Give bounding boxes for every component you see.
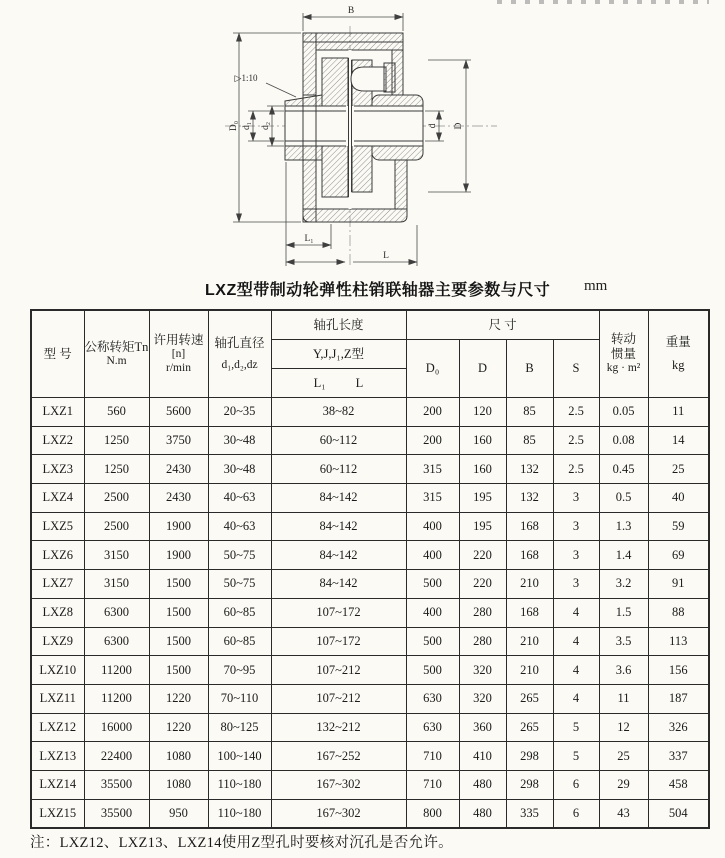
cell-weight: 25 [648,455,709,484]
table-container [30,309,710,829]
cell-speed: 1900 [149,512,208,541]
cell-torque: 3150 [84,570,149,599]
cell-torque: 6300 [84,627,149,656]
cell-torque: 22400 [84,742,149,771]
cell-bore-diameter: 80~125 [208,713,271,742]
brake-drum-top-band [303,33,403,42]
cell-speed: 1080 [149,742,208,771]
cell-speed: 1500 [149,570,208,599]
cell-weight: 91 [648,570,709,599]
brake-drum-left-wall-upper [303,33,316,95]
cell-D: 480 [459,799,506,828]
table-body [31,398,709,829]
cell-inertia: 1.5 [599,598,648,627]
cell-model: LXZ15 [31,799,84,828]
cell-D: 320 [459,684,506,713]
cell-model: LXZ2 [31,426,84,455]
dim-label-D: D [454,122,464,130]
cell-bore-length: 107~212 [271,684,406,713]
header-bore-length-group: 轴孔长度 [271,310,406,340]
cell-B: 132 [506,455,553,484]
cell-S: 2.5 [553,398,599,427]
header-length-types: Y,J,J₁,Z型 [271,340,406,369]
cell-model: LXZ11 [31,684,84,713]
cell-bore-diameter: 40~63 [208,484,271,513]
cell-D0: 500 [406,656,459,685]
cell-S: 4 [553,627,599,656]
cell-S: 3 [553,541,599,570]
cell-speed: 5600 [149,398,208,427]
cell-speed: 2430 [149,455,208,484]
table-header [31,310,709,398]
title-row [0,277,725,299]
cell-bore-diameter: 40~63 [208,512,271,541]
dimension-L [286,225,417,266]
cell-model: LXZ1 [31,398,84,427]
cell-inertia: 3.6 [599,656,648,685]
header-col-B: B [506,340,553,398]
cell-torque: 2500 [84,512,149,541]
cell-S: 6 [553,799,599,828]
pin-retainer [384,63,395,92]
cell-bore-diameter: 60~85 [208,627,271,656]
cell-model: LXZ7 [31,570,84,599]
cell-speed: 2430 [149,484,208,513]
cell-model: LXZ8 [31,598,84,627]
cell-speed: 3750 [149,426,208,455]
cell-model: LXZ13 [31,742,84,771]
header-L: L [355,375,364,390]
brake-drum-bottom-band [303,209,407,222]
cell-D: 360 [459,713,506,742]
header-col-D: D [459,340,506,398]
cell-torque: 16000 [84,713,149,742]
cell-bore-diameter: 110~180 [208,770,271,799]
cell-inertia: 0.05 [599,398,648,427]
taper-note: ▷1:10 [234,73,258,83]
cell-B: 335 [506,799,553,828]
cell-weight: 69 [648,541,709,570]
cell-weight: 187 [648,684,709,713]
table-row [31,684,709,713]
cell-bore-diameter: 30~48 [208,455,271,484]
cell-B: 85 [506,426,553,455]
cell-B: 168 [506,598,553,627]
cell-bore-length: 84~142 [271,541,406,570]
cell-D: 160 [459,426,506,455]
footnote: 注：LXZ12、LXZ13、LXZ14使用Z型孔时要核对沉孔是否允许。 [30,835,453,851]
dim-label-L1: L₁ [304,234,314,244]
table-row [31,512,709,541]
cell-bore-length: 84~142 [271,512,406,541]
cell-S: 4 [553,684,599,713]
brake-drum-right-lower-wall [395,160,407,209]
cell-D0: 710 [406,770,459,799]
header-L1: L₁ [313,375,326,390]
cell-bore-length: 167~252 [271,742,406,771]
cell-torque: 560 [84,398,149,427]
cell-D: 480 [459,770,506,799]
cell-inertia: 0.08 [599,426,648,455]
table-row [31,713,709,742]
cell-model: LXZ9 [31,627,84,656]
cell-D: 280 [459,627,506,656]
cell-bore-diameter: 20~35 [208,398,271,427]
cell-speed: 950 [149,799,208,828]
parameters-table [30,309,710,829]
cell-D: 220 [459,541,506,570]
cell-D: 195 [459,512,506,541]
cell-speed: 1220 [149,713,208,742]
cell-torque: 2500 [84,484,149,513]
coupling-technical-drawing [0,0,725,274]
cell-weight: 14 [648,426,709,455]
cell-speed: 1220 [149,684,208,713]
cell-inertia: 3.5 [599,627,648,656]
cell-bore-diameter: 50~75 [208,541,271,570]
cell-B: 85 [506,398,553,427]
header-inertia: 转动 惯量 kg · m² [599,310,648,398]
cell-speed: 1900 [149,541,208,570]
table-row [31,656,709,685]
page-title: LXZ型带制动轮弹性柱销联轴器主要参数与尺寸 [205,282,551,299]
cell-weight: 40 [648,484,709,513]
cell-weight: 88 [648,598,709,627]
cell-S: 3 [553,484,599,513]
table-row [31,426,709,455]
cell-weight: 156 [648,656,709,685]
table-row [31,541,709,570]
table-row [31,598,709,627]
dim-label-D0: D₀ [229,120,239,132]
cell-inertia: 1.4 [599,541,648,570]
table-row [31,799,709,828]
cell-inertia: 29 [599,770,648,799]
cell-torque: 11200 [84,684,149,713]
header-speed: 许用转速 [n] r/min [149,310,208,398]
cell-B: 265 [506,713,553,742]
cell-S: 3 [553,512,599,541]
brake-drum-top-inner-band [316,42,403,50]
table-row [31,398,709,427]
dim-label-d1: d₁ [242,121,252,131]
cell-S: 4 [553,656,599,685]
cell-model: LXZ6 [31,541,84,570]
dim-label-L: L [383,251,389,261]
cell-model: LXZ4 [31,484,84,513]
table-row [31,455,709,484]
cell-bore-diameter: 30~48 [208,426,271,455]
cell-bore-diameter: 70~110 [208,684,271,713]
cell-weight: 11 [648,398,709,427]
cell-bore-diameter: 50~75 [208,570,271,599]
cell-weight: 458 [648,770,709,799]
cell-inertia: 11 [599,684,648,713]
cell-S: 5 [553,742,599,771]
shaft-bore-area [285,106,423,146]
cell-torque: 1250 [84,426,149,455]
cell-inertia: 3.2 [599,570,648,599]
cell-D: 195 [459,484,506,513]
cell-D: 320 [459,656,506,685]
cell-bore-length: 60~112 [271,426,406,455]
cell-weight: 113 [648,627,709,656]
cell-bore-diameter: 110~180 [208,799,271,828]
header-weight: 重量 kg [648,310,709,398]
cell-B: 132 [506,484,553,513]
cell-inertia: 25 [599,742,648,771]
header-torque: 公称转矩Tn N.m [84,310,149,398]
cell-S: 2.5 [553,426,599,455]
cell-B: 298 [506,742,553,771]
cell-bore-length: 132~212 [271,713,406,742]
cell-model: LXZ14 [31,770,84,799]
cell-D0: 315 [406,484,459,513]
cell-S: 2.5 [553,455,599,484]
cell-weight: 59 [648,512,709,541]
table-row [31,770,709,799]
cell-D0: 630 [406,684,459,713]
cell-weight: 326 [648,713,709,742]
header-bore-diameter: 轴孔直径 d₁,d₂,dz [208,310,271,398]
cell-bore-length: 167~302 [271,799,406,828]
table-row [31,742,709,771]
cell-weight: 504 [648,799,709,828]
dim-label-d2: d₂ [261,121,271,131]
cell-bore-length: 60~112 [271,455,406,484]
cell-bore-length: 107~212 [271,656,406,685]
cell-bore-diameter: 70~95 [208,656,271,685]
cell-bore-length: 84~142 [271,570,406,599]
cell-bore-diameter: 60~85 [208,598,271,627]
table-row [31,570,709,599]
cell-inertia: 0.45 [599,455,648,484]
cell-model: LXZ12 [31,713,84,742]
unit-label: mm [584,278,608,294]
header-model: 型 号 [31,310,84,398]
cell-bore-length: 38~82 [271,398,406,427]
cell-D0: 710 [406,742,459,771]
cell-speed: 1080 [149,770,208,799]
cell-D0: 500 [406,627,459,656]
cell-torque: 6300 [84,598,149,627]
cell-B: 168 [506,512,553,541]
cell-S: 5 [553,713,599,742]
cell-D: 160 [459,455,506,484]
dim-label-d: d [428,123,438,129]
cell-weight: 337 [648,742,709,771]
cell-D0: 400 [406,541,459,570]
cell-bore-diameter: 100~140 [208,742,271,771]
cell-D0: 630 [406,713,459,742]
cell-D0: 400 [406,512,459,541]
header-dims-group: 尺 寸 [406,310,599,340]
cell-torque: 1250 [84,455,149,484]
taper-leader-line [266,83,296,97]
header-length-cols [271,369,406,398]
cell-inertia: 1.3 [599,512,648,541]
cell-speed: 1500 [149,627,208,656]
cell-inertia: 0.5 [599,484,648,513]
cell-bore-length: 107~172 [271,598,406,627]
cell-bore-length: 84~142 [271,484,406,513]
cell-torque: 3150 [84,541,149,570]
cell-D0: 200 [406,398,459,427]
header-col-S: S [553,340,599,398]
cell-B: 210 [506,627,553,656]
cell-B: 265 [506,684,553,713]
cell-D0: 315 [406,455,459,484]
cell-B: 298 [506,770,553,799]
cell-B: 210 [506,656,553,685]
cell-torque: 35500 [84,770,149,799]
cell-speed: 1500 [149,598,208,627]
cell-B: 210 [506,570,553,599]
cell-speed: 1500 [149,656,208,685]
cell-D: 410 [459,742,506,771]
cell-torque: 35500 [84,799,149,828]
cell-torque: 11200 [84,656,149,685]
cell-model: LXZ3 [31,455,84,484]
table-row [31,627,709,656]
table-row [31,484,709,513]
cell-bore-length: 107~172 [271,627,406,656]
cell-D0: 800 [406,799,459,828]
cell-D: 280 [459,598,506,627]
cell-S: 6 [553,770,599,799]
cell-inertia: 12 [599,713,648,742]
header-col-D0: D₀ [406,340,459,398]
dim-label-B: B [347,6,355,16]
cell-S: 4 [553,598,599,627]
elastic-pin [351,67,386,91]
cell-inertia: 43 [599,799,648,828]
cell-D0: 400 [406,598,459,627]
cell-D0: 500 [406,570,459,599]
cell-S: 3 [553,570,599,599]
cell-D: 120 [459,398,506,427]
cell-model: LXZ10 [31,656,84,685]
cell-D: 220 [459,570,506,599]
cell-B: 168 [506,541,553,570]
cell-D0: 200 [406,426,459,455]
cell-model: LXZ5 [31,512,84,541]
cell-bore-length: 167~302 [271,770,406,799]
